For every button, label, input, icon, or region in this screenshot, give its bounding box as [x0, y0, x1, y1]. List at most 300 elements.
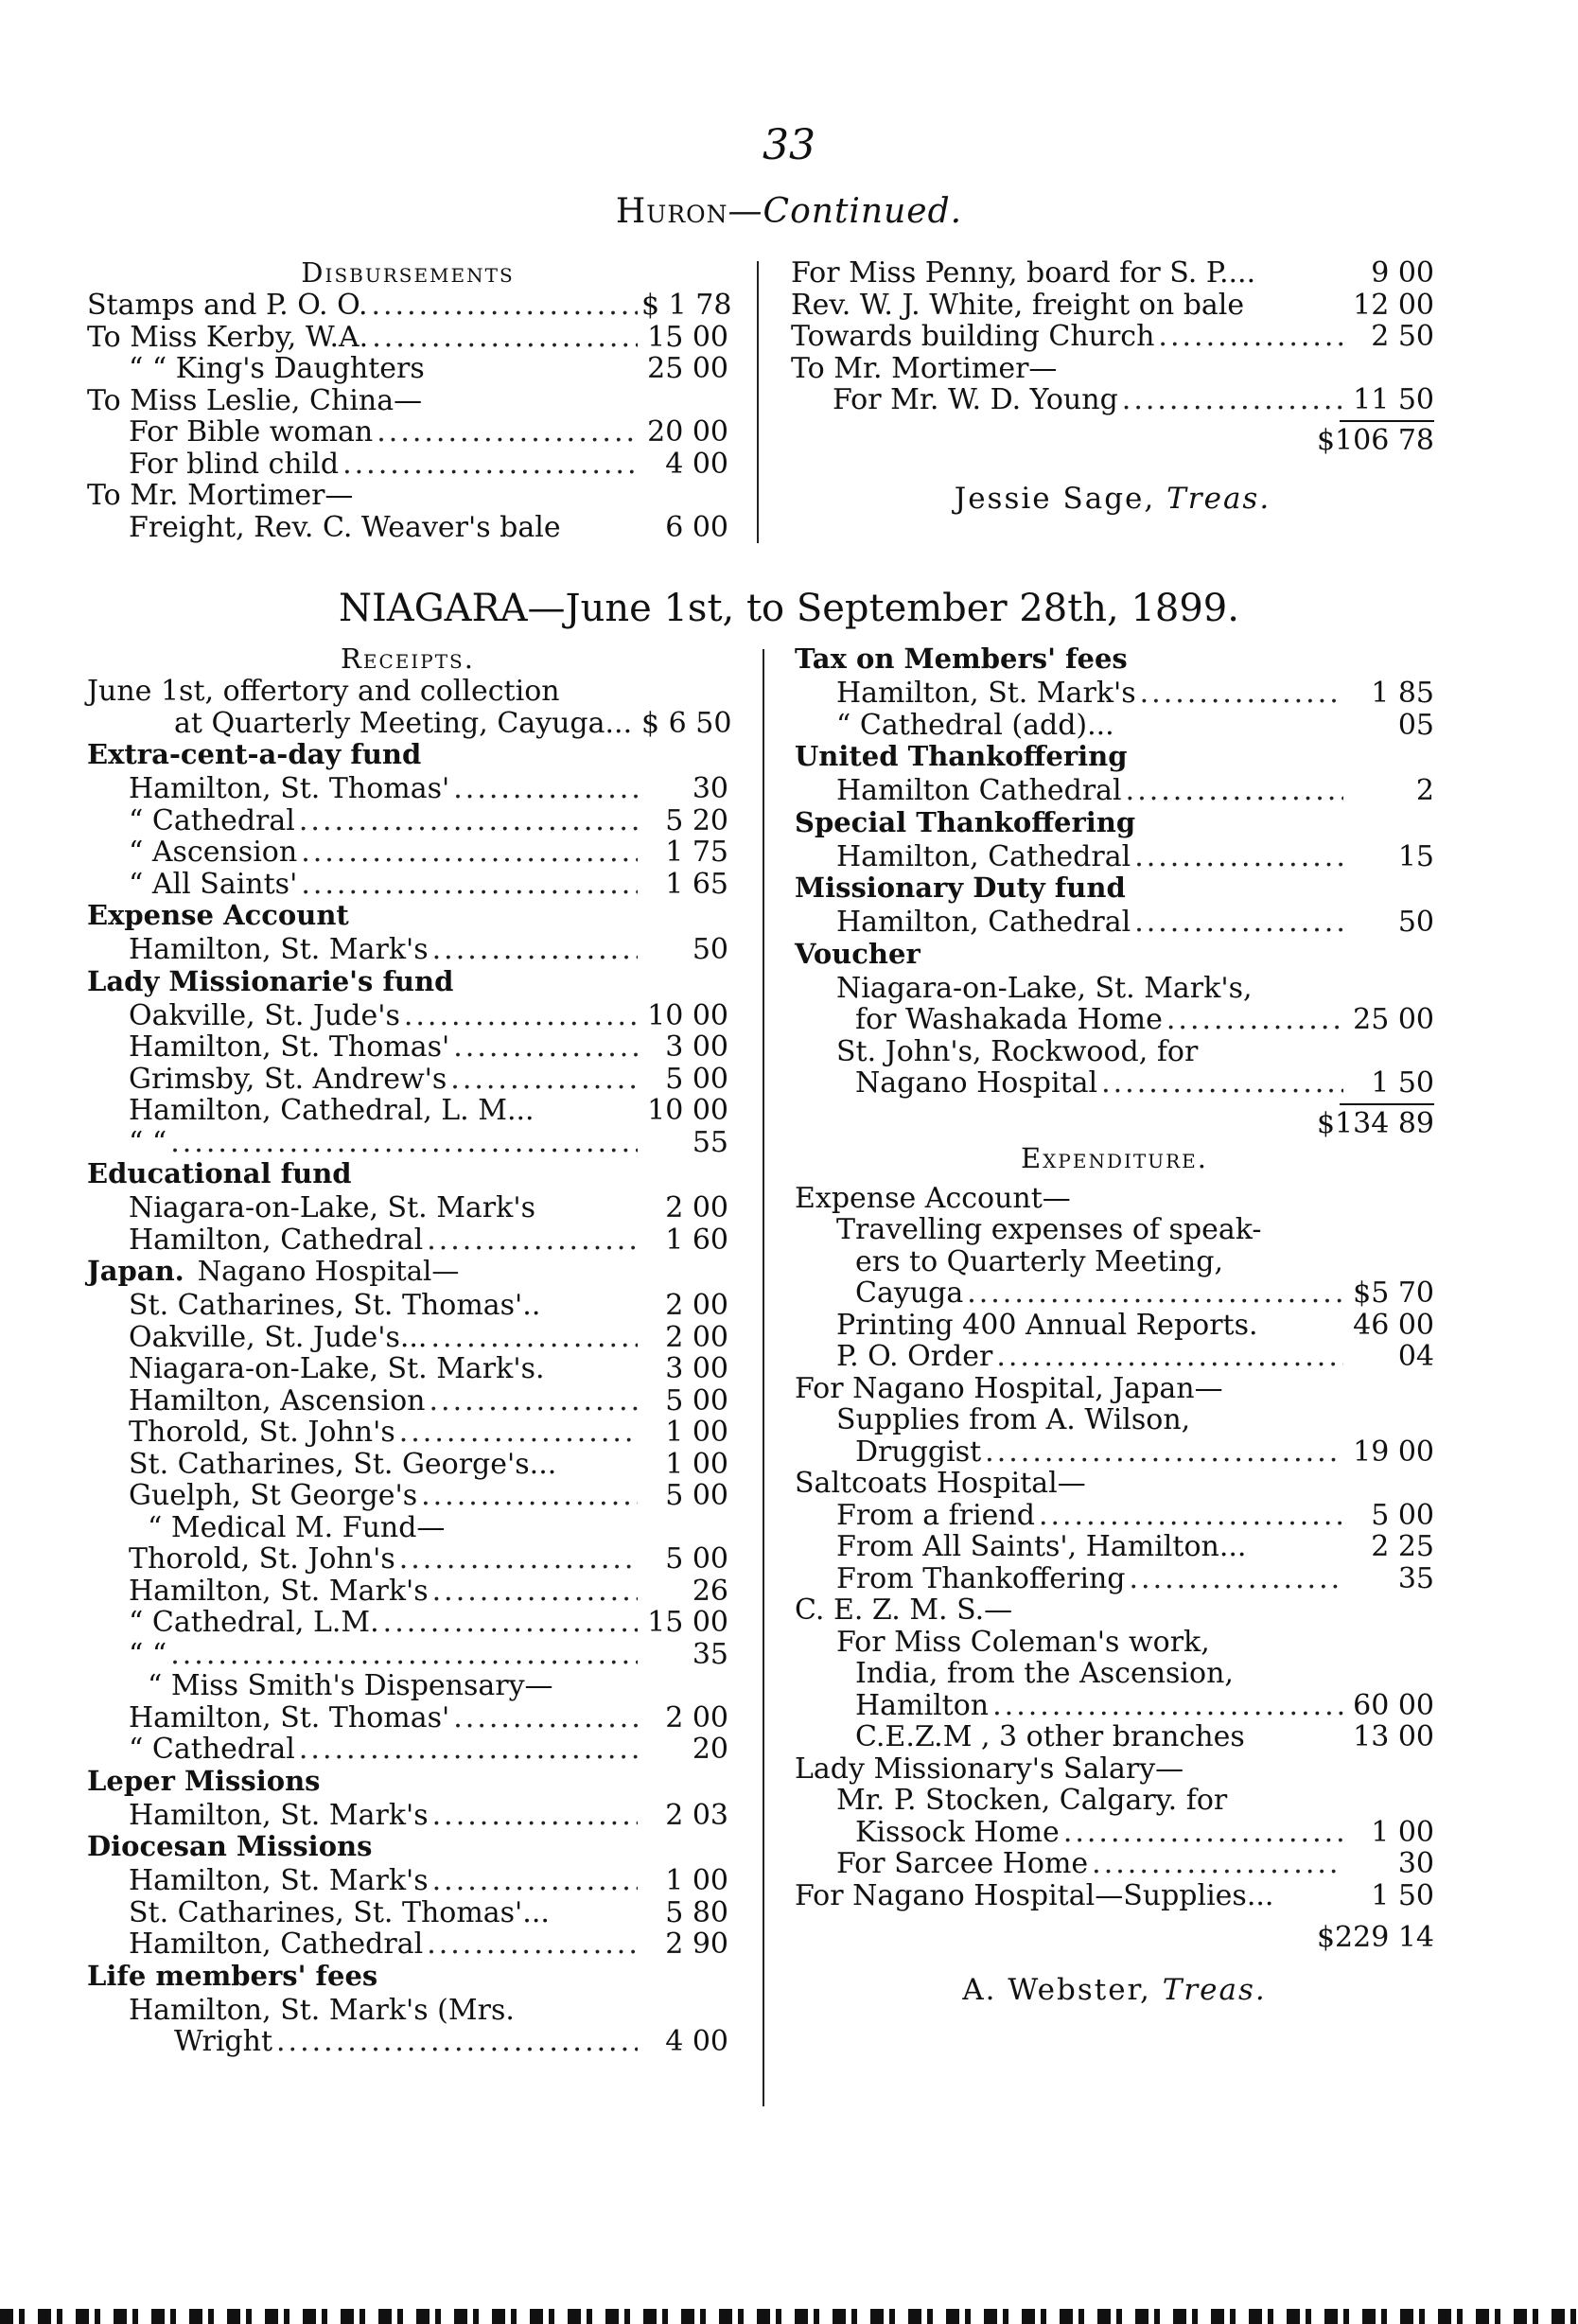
- ledger-label: Hamilton, Cathedral, L. M...: [129, 1094, 535, 1127]
- ledger-label: Freight, Rev. C. Weaver's bale: [129, 510, 561, 544]
- ledger-label: “ Miss Smith's Dispensary—: [148, 1669, 553, 1702]
- ledger-amount: 05: [1397, 708, 1434, 742]
- ledger-label: Hamilton, St. Mark's: [129, 1864, 429, 1897]
- ledger-row: [87, 1353, 728, 1385]
- receipts-total: $134 89: [1316, 1106, 1434, 1140]
- ledger-amount: $ 6 50: [641, 706, 732, 740]
- leader-dots: [450, 1064, 638, 1096]
- ledger-row: [795, 1404, 1434, 1436]
- ledger-amount: 2 90: [665, 1928, 728, 1961]
- ledger-amount: 50: [692, 933, 728, 966]
- ledger-amount: 15 00: [647, 1606, 728, 1639]
- ledger-amount: 5 00: [665, 1542, 728, 1576]
- ledger-amount: 2 50: [1371, 320, 1434, 353]
- ledger-label: “ Cathedral: [129, 1733, 295, 1766]
- ledger-row: [795, 1627, 1434, 1659]
- disbursements-heading: Disbursements: [301, 256, 515, 289]
- leader-dots: [276, 2026, 638, 2058]
- fund-heading: [795, 807, 1434, 841]
- ledger-row: [795, 775, 1434, 807]
- ledger-row: [795, 1880, 1434, 1912]
- ledger-label: Hamilton Cathedral: [836, 774, 1122, 807]
- leader-dots: [1092, 1848, 1343, 1880]
- ledger-row: [87, 836, 728, 869]
- ledger-row: [795, 1468, 1434, 1500]
- ledger-label: Oakville, St. Jude's...: [129, 1320, 428, 1354]
- section-header-huron: [0, 192, 1578, 231]
- leader-dots: [1101, 1067, 1343, 1100]
- leader-dots: [399, 1543, 638, 1576]
- ledger-row: [87, 1865, 728, 1897]
- ledger-label: Stamps and P. O. O.: [87, 289, 368, 322]
- ledger-label: For blind child: [129, 447, 340, 481]
- ledger-label: Hamilton, St. Mark's: [836, 677, 1136, 710]
- fund-heading: [87, 739, 728, 773]
- disbursements-list: [87, 289, 732, 544]
- ledger-row: [795, 678, 1434, 710]
- ledger-label: To Miss Kerby, W.A.: [87, 320, 369, 354]
- ledger-label: Rev. W. J. White, freight on bale: [791, 288, 1245, 322]
- ledger-row: [87, 1449, 728, 1481]
- ledger-label: “ Cathedral, L.M.: [129, 1606, 379, 1639]
- leader-dots: [299, 1734, 638, 1766]
- ledger-amount: 35: [1397, 1561, 1434, 1595]
- ledger-row: [795, 1753, 1434, 1786]
- ledger-amount: 2: [1415, 774, 1434, 807]
- ledger-amount: 3 00: [665, 1352, 728, 1385]
- ledger-label: “ Medical M. Fund—: [148, 1510, 446, 1544]
- leader-dots: [432, 1800, 638, 1832]
- ledger-label: Hamilton, St. Mark's: [129, 1798, 429, 1832]
- leader-dots: [1166, 1004, 1343, 1036]
- ledger-row: [87, 1127, 728, 1159]
- ledger-label: St. Catharines, St. Thomas'..: [129, 1289, 541, 1322]
- ledger-amount: 2 00: [665, 1320, 728, 1354]
- ledger-amount: 2 25: [1371, 1530, 1434, 1563]
- ledger-row: [795, 1721, 1434, 1753]
- ledger-amount: 5 00: [665, 1479, 728, 1512]
- leader-dots: [453, 773, 638, 805]
- huron-total: $106 78: [1316, 423, 1434, 457]
- ledger-amount: 1 60: [665, 1223, 728, 1257]
- ledger-row: [87, 1000, 728, 1032]
- ledger-row: [87, 1543, 728, 1576]
- ledger-row: [87, 1031, 728, 1064]
- ledger-amount: 15: [1397, 839, 1434, 873]
- ledger-row: [795, 1310, 1434, 1342]
- ledger-label: Hamilton, St. Mark's: [129, 1574, 429, 1608]
- ledger-row: [87, 1639, 728, 1671]
- ledger-label: Hamilton, Ascension: [129, 1383, 426, 1417]
- ledger-label: For Mr. W. D. Young: [833, 383, 1118, 416]
- ledger-row: [87, 869, 728, 901]
- fund-heading: [795, 939, 1434, 973]
- huron-disbursements-column: [87, 256, 732, 544]
- leader-dots: [1063, 1817, 1343, 1849]
- ledger-label: From All Saints', Hamilton...: [836, 1530, 1247, 1563]
- ledger-row: [795, 1658, 1434, 1690]
- ledger-amount: 6 00: [665, 510, 728, 544]
- leader-dots: [170, 1639, 638, 1671]
- leader-dots: [1158, 321, 1343, 353]
- huron-disbursements-continued-column: [791, 257, 1434, 522]
- fund-heading: [87, 1256, 728, 1290]
- ledger-amount: $5 70: [1353, 1276, 1434, 1310]
- receipts-continued-list: [795, 643, 1434, 1100]
- ledger-row: [87, 1670, 728, 1702]
- ledger-label: Lady Missionary's Salary—: [795, 1752, 1184, 1786]
- ledger-label: Cayuga: [855, 1276, 964, 1310]
- column-divider: [757, 261, 759, 543]
- fund-heading-label: Lady Missionarie's fund: [87, 964, 454, 997]
- fund-heading-label: Diocesan Missions: [87, 1830, 373, 1862]
- ledger-row: [87, 1322, 728, 1354]
- leader-dots: [453, 1702, 638, 1734]
- ledger-label: “ All Saints': [129, 867, 298, 901]
- ledger-label: Kissock Home: [855, 1815, 1060, 1849]
- ledger-label: Supplies from A. Wilson,: [836, 1403, 1191, 1436]
- leader-dots: [1134, 907, 1343, 939]
- leader-dots: [371, 290, 638, 322]
- ledger-label: Hamilton, St. Mark's (Mrs.: [129, 1993, 515, 2027]
- ledger-row: [795, 1690, 1434, 1722]
- fund-heading-label: Tax on Members' fees: [795, 643, 1128, 675]
- ledger-label: St. Catharines, St. Thomas'...: [129, 1895, 550, 1929]
- page-number: 33: [763, 121, 815, 169]
- ledger-label: Wright: [174, 2025, 273, 2058]
- column-divider: [763, 649, 764, 2106]
- ledger-row: [87, 1576, 728, 1608]
- signature-title: Treas.: [1166, 481, 1271, 516]
- leader-dots: [299, 805, 638, 837]
- ledger-row: [87, 385, 728, 417]
- ledger-label: For Miss Penny, board for S. P....: [791, 256, 1256, 290]
- ledger-amount: 25 00: [647, 352, 728, 385]
- ledger-amount: 46 00: [1353, 1308, 1434, 1342]
- ledger-row: [87, 449, 728, 481]
- receipts-list: [87, 675, 732, 2058]
- ledger-amount: 60 00: [1353, 1688, 1434, 1722]
- expenditure-total: $229 14: [1316, 1921, 1434, 1954]
- ledger-label: Hamilton, St. Thomas': [129, 1030, 450, 1064]
- leader-dots: [1140, 678, 1343, 710]
- ledger-label: Thorold, St. John's: [129, 1542, 395, 1576]
- leader-dots: [992, 1690, 1343, 1722]
- leader-dots: [427, 1928, 638, 1961]
- fund-heading: [795, 872, 1434, 907]
- ledger-label: Hamilton, St. Thomas': [129, 1700, 450, 1734]
- ledger-label: Hamilton, Cathedral: [836, 839, 1131, 873]
- ledger-amount: 5 00: [665, 1383, 728, 1417]
- niagara-title: NIAGARA—June 1st, to September 28th, 1899.: [339, 587, 1239, 630]
- ledger-label: Oakville, St. Jude's: [129, 998, 400, 1032]
- ledger-amount: 30: [1397, 1847, 1434, 1880]
- ledger-label: at Quarterly Meeting, Cayuga...: [174, 706, 633, 740]
- ledger-amount: 20 00: [647, 415, 728, 449]
- ledger-label: “ Cathedral (add)...: [836, 708, 1114, 742]
- fund-heading: [87, 1766, 728, 1800]
- ledger-row: [87, 1385, 728, 1417]
- ledger-row: [795, 1563, 1434, 1595]
- ledger-row: [87, 1290, 728, 1322]
- leader-dots: [342, 449, 638, 481]
- ledger-amount: 5 00: [1371, 1498, 1434, 1532]
- ledger-label: Hamilton, St. Thomas': [129, 772, 450, 805]
- fund-heading-label: Special Thankoffering: [795, 805, 1136, 838]
- ledger-row: [87, 416, 728, 449]
- ledger-row: [87, 2026, 728, 2058]
- ledger-amount: 2 00: [665, 1289, 728, 1322]
- ledger-row: [87, 512, 728, 544]
- ledger-label: for Washakada Home: [855, 1003, 1163, 1036]
- ledger-row: [87, 1897, 728, 1929]
- ledger-amount: 2 00: [665, 1700, 728, 1734]
- ledger-row: [795, 1341, 1434, 1373]
- fund-heading-label: United Thankoffering: [795, 740, 1128, 772]
- scan-edge: [0, 2309, 1578, 2324]
- ledger-amount: 10 00: [647, 1094, 728, 1127]
- ledger-amount: 10 00: [647, 998, 728, 1032]
- leader-dots: [432, 934, 638, 966]
- ledger-amount: 5 00: [665, 1062, 728, 1096]
- leader-dots: [1134, 841, 1343, 873]
- ledger-amount: 12 00: [1353, 288, 1434, 322]
- ledger-row: [87, 1928, 728, 1961]
- leader-dots: [377, 416, 638, 449]
- ledger-amount: 3 00: [665, 1030, 728, 1064]
- ledger-row: [791, 257, 1434, 290]
- leader-dots: [430, 1385, 638, 1417]
- ledger-row: [87, 773, 728, 805]
- leader-dots: [985, 1436, 1343, 1469]
- ledger-amount: 1 00: [665, 1864, 728, 1897]
- ledger-label: India, from the Ascension,: [855, 1657, 1234, 1690]
- ledger-row: [87, 353, 728, 385]
- ledger-row: [87, 1734, 728, 1766]
- fund-heading: [87, 966, 728, 1000]
- ledger-row: [795, 1436, 1434, 1469]
- ledger-amount: 5 80: [665, 1895, 728, 1929]
- fund-heading-label: Educational fund: [87, 1157, 352, 1189]
- leader-dots: [430, 1322, 638, 1354]
- ledger-amount: 04: [1397, 1340, 1434, 1373]
- ledger-row: [795, 907, 1434, 939]
- fund-heading-label: Missionary Duty fund: [795, 872, 1126, 904]
- ledger-label: C. E. Z. M. S.—: [795, 1593, 1013, 1627]
- ledger-amount: 11 50: [1353, 383, 1434, 416]
- ledger-label: Guelph, St George's: [129, 1479, 418, 1512]
- ledger-label: St. Catharines, St. George's...: [129, 1447, 557, 1481]
- ledger-row: [795, 1004, 1434, 1036]
- fund-heading: [795, 643, 1434, 678]
- expenditure-list: [795, 1183, 1434, 1912]
- fund-heading: [87, 900, 728, 934]
- ledger-amount: 2 03: [665, 1798, 728, 1832]
- ledger-label: “ Ascension: [129, 836, 298, 869]
- leader-dots: [372, 322, 638, 354]
- ledger-amount: 15 00: [647, 320, 728, 354]
- ledger-row: [791, 321, 1434, 353]
- ledger-row: [87, 934, 728, 966]
- ledger-row: [795, 1036, 1434, 1068]
- ledger-label: Hamilton, Cathedral: [836, 906, 1131, 939]
- ledger-amount: 1 75: [665, 836, 728, 869]
- ledger-row: [87, 706, 732, 740]
- ledger-label: “ “: [129, 1637, 167, 1671]
- ledger-row: [795, 1246, 1434, 1278]
- ledger-amount: 55: [692, 1125, 728, 1159]
- niagara-receipts-continued-column: [795, 643, 1434, 2014]
- fund-heading: [795, 741, 1434, 775]
- leader-dots: [427, 1224, 638, 1257]
- ledger-label: P. O. Order: [836, 1340, 993, 1373]
- leader-dots: [1122, 384, 1343, 416]
- ledger-label: From Thankoffering: [836, 1561, 1126, 1595]
- ledger-row: [795, 1214, 1434, 1246]
- ledger-label: Expense Account—: [795, 1181, 1071, 1215]
- ledger-label: For Bible woman: [129, 415, 374, 449]
- ledger-row: [795, 973, 1434, 1005]
- ledger-amount: 4 00: [665, 447, 728, 481]
- ledger-amount: 26: [692, 1574, 728, 1608]
- ledger-label: Grimsby, St. Andrew's: [129, 1062, 447, 1096]
- ledger-row: [795, 1277, 1434, 1310]
- ledger-row: [795, 841, 1434, 873]
- ledger-amount: 1 00: [665, 1447, 728, 1481]
- ledger-row: [87, 1192, 728, 1224]
- ledger-label: Hamilton, St. Mark's: [129, 933, 429, 966]
- ledger-amount: 35: [692, 1637, 728, 1671]
- ledger-amount: 1 65: [665, 867, 728, 901]
- leader-dots: [1126, 775, 1343, 807]
- ledger-label: From a friend: [836, 1498, 1035, 1532]
- ledger-label: C.E.Z.M , 3 other branches: [855, 1720, 1245, 1753]
- ledger-amount: 9 00: [1371, 256, 1434, 290]
- ledger-label: Niagara-on-Lake, St. Mark's: [129, 1191, 535, 1224]
- ledger-label: For Miss Coleman's work,: [836, 1625, 1210, 1659]
- ledger-row: [791, 290, 1434, 322]
- signature-name: Jessie Sage,: [954, 481, 1156, 516]
- ledger-amount: 50: [1397, 906, 1434, 939]
- ledger-row: [795, 1373, 1434, 1405]
- receipts-heading: Receipts.: [341, 643, 475, 675]
- ledger-amount: 5 20: [665, 803, 728, 837]
- ledger-row: [87, 1417, 728, 1449]
- ledger-label: Hamilton, Cathedral: [129, 1928, 424, 1961]
- ledger-row: [791, 384, 1434, 416]
- leader-dots: [1130, 1563, 1343, 1595]
- huron-treasurer-signature: [791, 475, 1434, 522]
- expenditure-heading: Expenditure.: [1021, 1141, 1208, 1174]
- ledger-label: “ “ King's Daughters: [129, 352, 425, 385]
- ledger-label: For Nagano Hospital, Japan—: [795, 1371, 1223, 1405]
- leader-dots: [432, 1576, 638, 1608]
- ledger-row: [795, 1848, 1434, 1880]
- ledger-label: ers to Quarterly Meeting,: [855, 1244, 1223, 1278]
- ledger-label: Towards building Church: [791, 320, 1155, 353]
- niagara-treasurer-signature: [795, 1966, 1434, 2014]
- ledger-label: Niagara-on-Lake, St. Mark's.: [129, 1352, 545, 1385]
- signature-title: Treas.: [1162, 1973, 1267, 2007]
- ledger-amount: 20: [692, 1733, 728, 1766]
- ledger-label: For Nagano Hospital—Supplies...: [795, 1878, 1274, 1912]
- ledger-row: [87, 322, 728, 354]
- fund-heading-label: Life members' fees: [87, 1959, 378, 1992]
- ledger-label: Printing 400 Annual Reports.: [836, 1308, 1258, 1342]
- ledger-amount: $ 1 78: [641, 289, 732, 322]
- ledger-label: For Sarcee Home: [836, 1847, 1089, 1880]
- ledger-label: Hamilton: [855, 1688, 990, 1722]
- ledger-row: [795, 1594, 1434, 1627]
- ledger-label: To Mr. Mortimer—: [87, 479, 354, 512]
- ledger-label: Niagara-on-Lake, St. Mark's,: [836, 971, 1253, 1005]
- leader-dots: [996, 1341, 1343, 1373]
- ledger-label: Travelling expenses of speak-: [836, 1213, 1262, 1246]
- leader-dots: [432, 1865, 638, 1897]
- ledger-label: To Mr. Mortimer—: [791, 351, 1058, 385]
- fund-heading-label: Expense Account: [87, 899, 349, 931]
- leader-dots: [1039, 1500, 1343, 1532]
- ledger-row: [87, 1095, 728, 1127]
- ledger-amount: 30: [692, 772, 728, 805]
- ledger-row: [87, 1702, 728, 1734]
- ledger-row: [795, 1817, 1434, 1849]
- ledger-amount: 1 00: [1371, 1815, 1434, 1849]
- ledger-row: [87, 1512, 728, 1544]
- ledger-row: [795, 1531, 1434, 1563]
- ledger-amount: 4 00: [665, 2025, 728, 2058]
- fund-heading-label: Extra-cent-a-day fund: [87, 738, 422, 770]
- ledger-label: Druggist: [855, 1435, 982, 1469]
- ledger-label: To Miss Leslie, China—: [87, 383, 423, 417]
- leader-dots: [399, 1417, 638, 1449]
- ledger-amount: 19 00: [1353, 1435, 1434, 1469]
- fund-heading: [87, 1831, 728, 1865]
- leader-dots: [301, 869, 638, 901]
- ledger-label: “ “: [129, 1125, 167, 1159]
- ledger-amount: 1 00: [665, 1416, 728, 1449]
- fund-heading-subtitle: Nagano Hospital—: [197, 1255, 460, 1287]
- ledger-label: Saltcoats Hospital—: [795, 1467, 1086, 1500]
- huron-title-continued: —Continued.: [728, 192, 963, 231]
- ledger-label: Nagano Hospital: [855, 1066, 1098, 1100]
- ledger-label: Thorold, St. John's: [129, 1416, 395, 1449]
- fund-heading: [87, 1961, 728, 1995]
- fund-heading-label: Leper Missions: [87, 1764, 321, 1797]
- ledger-row: [795, 710, 1434, 742]
- ledger-row: [87, 676, 728, 708]
- leader-dots: [421, 1480, 638, 1512]
- disbursements-continued-list: [791, 257, 1434, 416]
- leader-dots: [967, 1277, 1343, 1310]
- ledger-label: “ Cathedral: [129, 803, 295, 837]
- ledger-row: [795, 1785, 1434, 1817]
- signature-name: A. Webster,: [962, 1973, 1151, 2007]
- ledger-row: [795, 1500, 1434, 1532]
- ledger-label: June 1st, offertory and collection: [87, 675, 560, 708]
- niagara-receipts-column: [87, 643, 732, 2058]
- ledger-amount: 2 00: [665, 1191, 728, 1224]
- ledger-amount: 1 50: [1371, 1066, 1434, 1100]
- leader-dots: [170, 1127, 638, 1159]
- leader-dots: [453, 1031, 638, 1064]
- ledger-row: [791, 353, 1434, 385]
- leader-dots: [301, 836, 638, 869]
- ledger-label: Mr. P. Stocken, Calgary. for: [836, 1784, 1228, 1817]
- ledger-label: Hamilton, Cathedral: [129, 1223, 424, 1257]
- ledger-amount: 1 85: [1371, 677, 1434, 710]
- leader-dots: [404, 1000, 638, 1032]
